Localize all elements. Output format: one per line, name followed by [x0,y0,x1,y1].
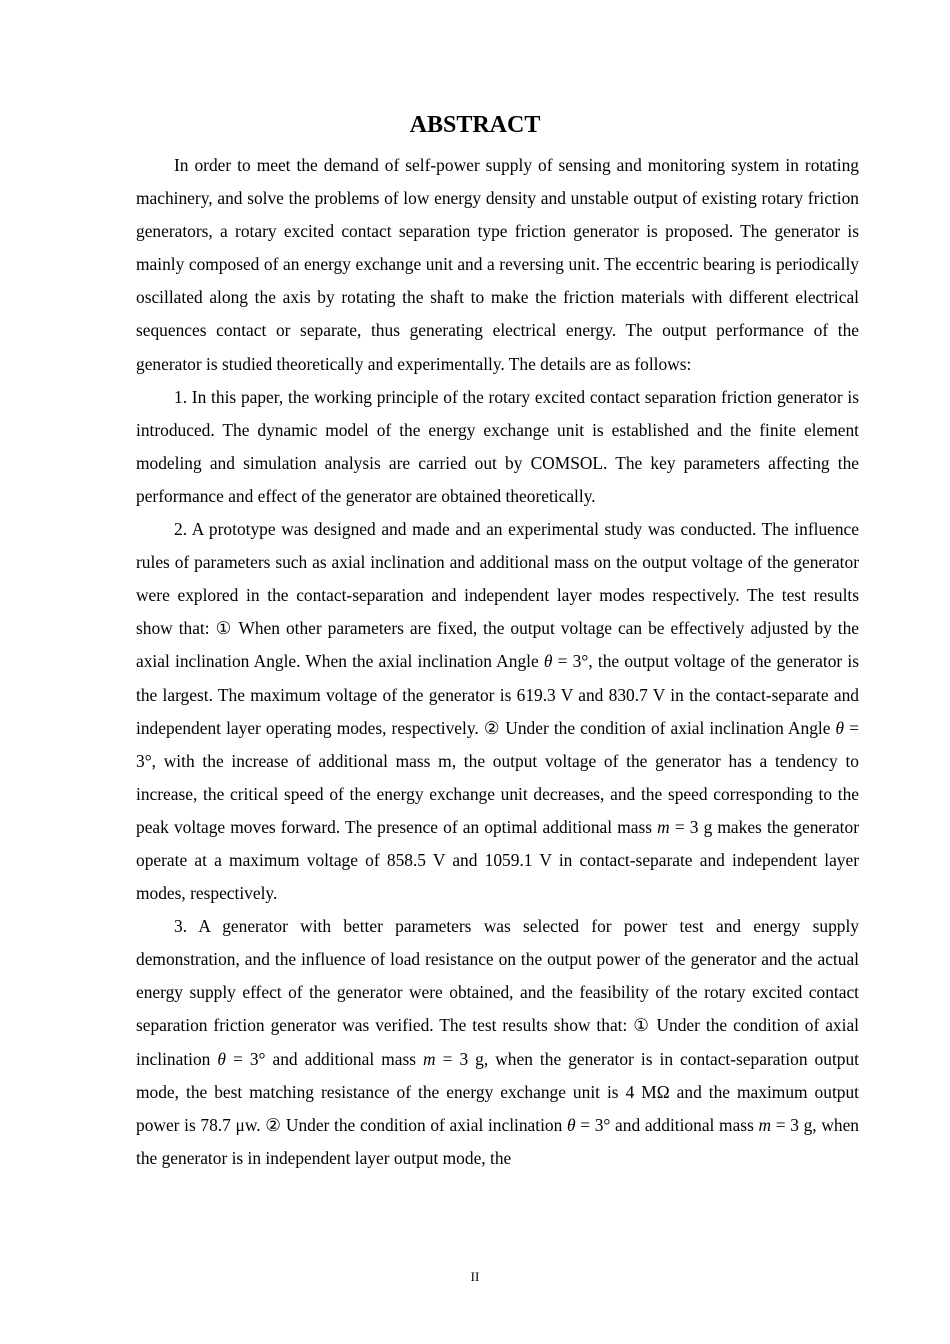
mass-symbol: m [657,816,670,837]
page-number: II [470,1269,480,1284]
item-2-paragraph [136,513,859,910]
text-run: = 3°, with the increase of additional mass m, the output voltage of the generator has a tendency to increase, the critical speed of the energy exchange unit decreases, and the speed corresponding to the peak voltage moves forward. The presence of an optimal additional mass [136,717,859,837]
theta-symbol: θ [567,1114,576,1135]
text-run: = 3 g, when the generator is in contact-separation output mode, the best matching resistance of the energy exchange unit is 4 MΩ and the maximum output power is 78.7 μw. ② Under the condition of axial inclination [136,1048,859,1135]
theta-symbol: θ [835,717,845,738]
text-run: 2. A prototype was designed and made and an experimental study was conducted. The influence rules of parameters such as axial inclination and additional mass on the output voltage of the generator were explored in the contact-separation and independent layer modes respectively. The test results show that: ① When other parameters are fixed, the output voltage can be effectively adjusted by the axial inclination Angle. When the axial inclination Angle [136,519,859,672]
text-run: = 3° and additional mass [225,1048,424,1069]
abstract-body [136,149,859,1175]
mass-symbol: m [423,1048,436,1069]
abstract-heading: ABSTRACT [409,112,541,138]
text-run: = 3 g, when the generator is in independent layer output mode, the [136,1114,859,1168]
text-run: = 3 g makes the generator operate at a maximum voltage of 858.5 V and 1059.1 V in contact-separate and independent layer modes, respectively. [136,816,859,904]
theta-symbol: θ [217,1048,226,1069]
intro-paragraph: In order to meet the demand of self-power supply of sensing and monitoring system in rotating machinery, and solve the problems of low energy density and unstable output of existing rotary friction generators, a rotary excited contact separation type friction generator is proposed. The generator is mainly composed of an energy exchange unit and a reversing unit. The eccentric bearing is periodically oscillated along the axis by rotating the shaft to make the friction materials with different electrical sequences contact or separate, thus generating electrical energy. The output performance of the generator is studied theoretically and experimentally. The details are as follows: [136,155,859,374]
text-run: 3. A generator with better parameters was selected for power test and energy supply demonstration, and the influence of load resistance on the output power of the generator and the actual energy supply effect of the generator were obtained, and the feasibility of the rotary excited contact separation friction generator was verified. The test results show that: ① Under the condition of axial inclination [136,916,859,1069]
mass-symbol: m [758,1114,772,1135]
item-1-paragraph: 1. In this paper, the working principle of the rotary excited contact separation friction generator is introduced. The dynamic model of the energy exchange unit is established and the finite element modeling and simulation analysis are carried out by COMSOL. The key parameters affecting the performance and effect of the generator are obtained theoretically. [136,386,859,506]
text-run: = 3°, the output voltage of the generator is the largest. The maximum voltage of the generator is 619.3 V and 830.7 V in the contact-separate and independent layer operating modes, respectively. ② Under the condition of axial inclination Angle [136,651,859,738]
theta-symbol: θ [543,651,553,672]
item-3-paragraph [136,910,859,1175]
text-run: = 3° and additional mass [575,1114,759,1135]
